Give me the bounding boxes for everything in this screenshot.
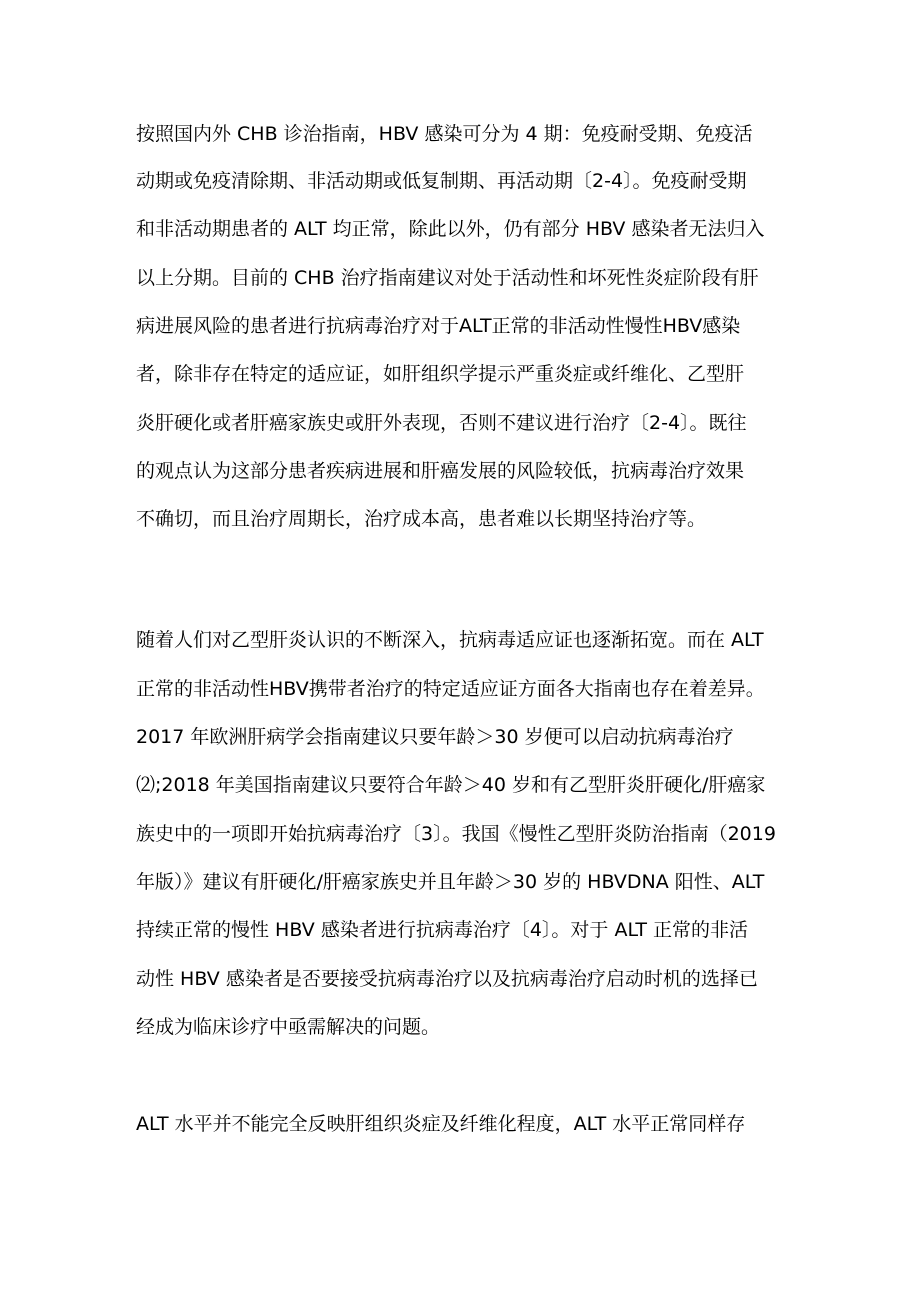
text-line: 2017 年欧洲肝病学会指南建议只要年龄＞30 岁便可以启动抗病毒治疗	[136, 726, 734, 748]
text-line: 和非活动期患者的 ALT 均正常，除此以外，仍有部分 HBV 感染者无法归入	[136, 218, 765, 240]
text-line: 年版）》建议有肝硬化/肝癌家族史并且年龄＞30 岁的 HBVDNA 阳性、ALT	[136, 871, 765, 893]
text-line: 随着人们对乙型肝炎认识的不断深入，抗病毒适应证也逐渐拓宽。而在 ALT	[136, 629, 764, 651]
text-line: 动期或免疫清除期、非活动期或低复制期、再活动期〔2-4〕。免疫耐受期	[136, 170, 747, 192]
text-line: 病进展风险的患者进行抗病毒治疗对于ALT正常的非活动性慢性HBV感染	[136, 315, 741, 337]
text-line: 者，除非存在特定的适应证，如肝组织学提示严重炎症或纤维化、乙型肝	[136, 363, 745, 385]
text-line: 不确切，而且治疗周期长，治疗成本高，患者难以长期坚持治疗等。	[136, 508, 707, 530]
text-line: 炎肝硬化或者肝癌家族史或肝外表现，否则不建议进行治疗〔2-4〕。既往	[136, 412, 747, 434]
text-line: 正常的非活动性HBV携带者治疗的特定适应证方面各大指南也存在着差异。	[136, 678, 765, 700]
text-line: 族史中的一项即开始抗病毒治疗〔3〕。我国《慢性乙型肝炎防治指南（2019	[136, 823, 776, 845]
text-line: 持续正常的慢性 HBV 感染者进行抗病毒治疗〔4〕。对于 ALT 正常的非活	[136, 919, 749, 941]
text-line: 以上分期。目前的 CHB 治疗指南建议对处于活动性和坏死性炎症阶段有肝	[136, 267, 759, 289]
text-line: 经成为临床诊疗中亟需解决的问题。	[136, 1016, 441, 1038]
text-line: 动性 HBV 感染者是否要接受抗病毒治疗以及抗病毒治疗启动时机的选择已	[136, 968, 758, 990]
text-line: 的观点认为这部分患者疾病进展和肝癌发展的风险较低，抗病毒治疗效果	[136, 460, 745, 482]
text-line: ⑵;2018 年美国指南建议只要符合年龄＞40 岁和有乙型肝炎肝硬化/肝癌家	[136, 774, 766, 796]
text-line: ALT 水平并不能完全反映肝组织炎症及纤维化程度，ALT 水平正常同样存	[136, 1113, 746, 1135]
text-line: 按照国内外 CHB 诊治指南，HBV 感染可分为 4 期：免疫耐受期、免疫活	[136, 123, 753, 145]
